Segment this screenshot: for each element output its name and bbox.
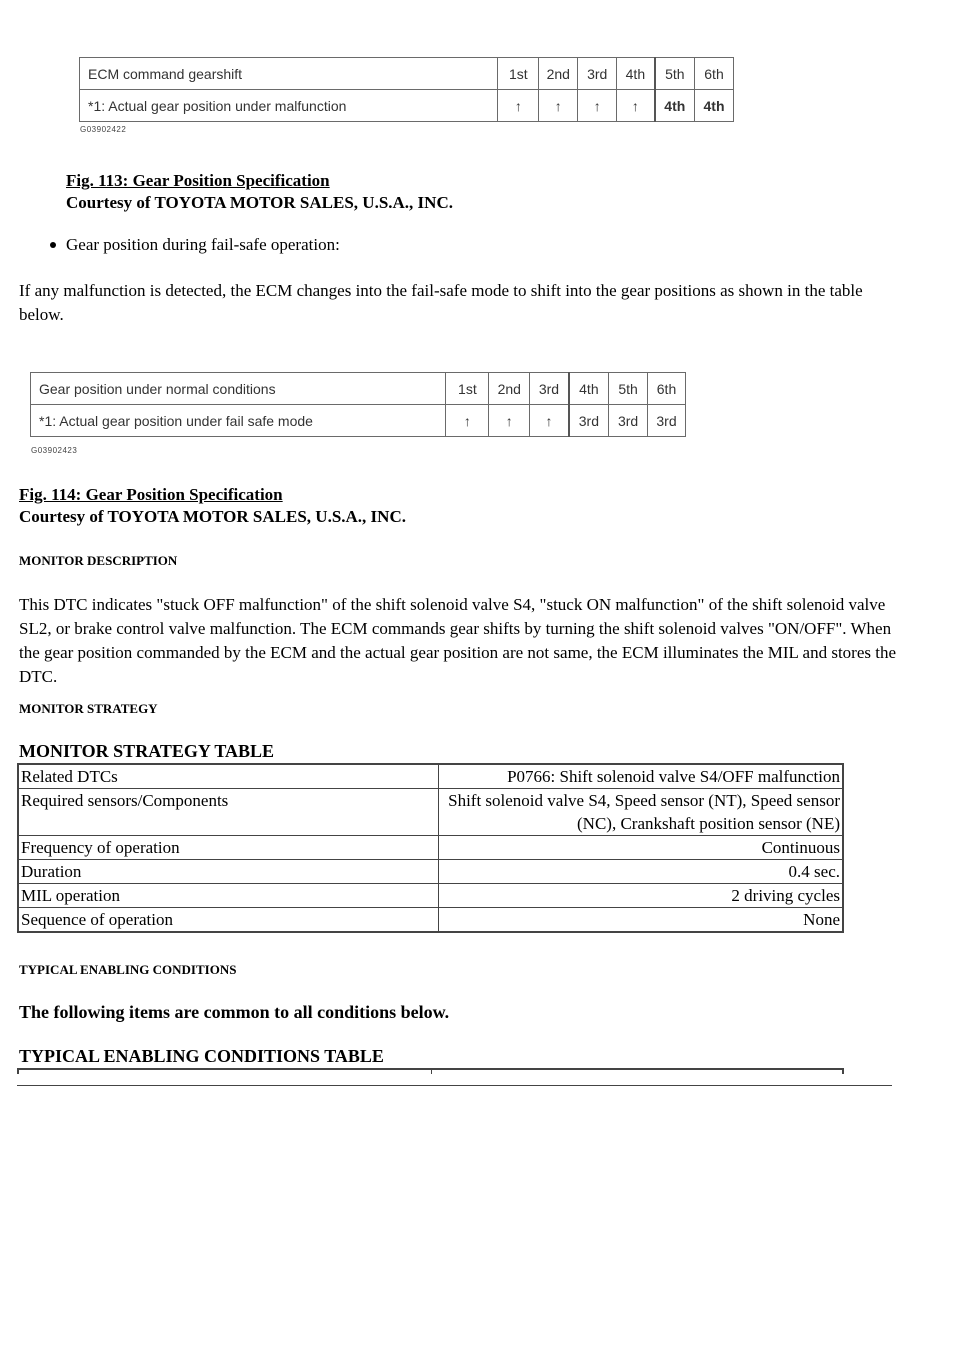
fig113-row1-label: ECM command gearshift — [80, 58, 498, 90]
table-cell-label: Frequency of operation — [18, 836, 438, 860]
fig114-diagram — [30, 372, 686, 437]
enabling-common-text: The following items are common to all conditions below. — [19, 1002, 450, 1022]
fig114-arrow-cell: ↑ — [530, 405, 569, 437]
fig114-row-actual — [31, 405, 686, 437]
table-row — [18, 860, 843, 884]
failsafe-paragraph: If any malfunction is detected, the ECM changes into the fail-safe mode to shift into the gear positions as shown in the table below. — [19, 281, 863, 324]
enabling-heading: TYPICAL ENABLING CONDITIONS — [19, 962, 237, 977]
monitor-strategy-heading: MONITOR STRATEGY — [19, 701, 158, 716]
table-cell-value: Continuous — [438, 836, 843, 860]
monitor-strategy-table-title: MONITOR STRATEGY TABLE — [19, 741, 275, 761]
enabling-table-title: TYPICAL ENABLING CONDITIONS TABLE — [19, 1046, 384, 1066]
enabling-table-right-tick — [842, 1068, 844, 1074]
fig113-gear-cell: 2nd — [539, 58, 578, 90]
table-cell-label: Related DTCs — [18, 764, 438, 789]
table-row — [18, 884, 843, 908]
bullet-dot-icon — [50, 242, 56, 248]
monitor-strategy-table — [17, 763, 844, 933]
fig113-arrow-cell: ↑ — [539, 90, 578, 122]
fig113-code: G03902422 — [80, 125, 127, 134]
table-row — [18, 789, 843, 836]
fig113-caption-title: Fig. 113: Gear Position Specification — [66, 171, 330, 190]
fig113-gear-cell: 4th — [655, 90, 695, 122]
fig113-row-command — [80, 58, 734, 90]
bullet-text: Gear position during fail-safe operation: — [66, 235, 340, 254]
fig114-gear-cell: 3rd — [648, 405, 686, 437]
fig114-arrow-cell: ↑ — [446, 405, 489, 437]
table-cell-label: Required sensors/Components — [18, 789, 438, 836]
fig114-gear-cell: 3rd — [530, 373, 569, 405]
fig114-gear-cell: 2nd — [489, 373, 530, 405]
table-cell-label: MIL operation — [18, 884, 438, 908]
table-row — [18, 764, 843, 789]
fig114-gear-cell: 3rd — [609, 405, 648, 437]
bullet-item — [66, 234, 340, 256]
fig114-code: G03902423 — [31, 446, 78, 455]
table-cell-label: Duration — [18, 860, 438, 884]
fig114-row-normal — [31, 373, 686, 405]
enabling-table-mid-tick — [431, 1068, 432, 1074]
fig113-diagram — [79, 57, 734, 122]
enabling-table-left-tick — [17, 1068, 19, 1074]
fig114-caption-courtesy: Courtesy of TOYOTA MOTOR SALES, U.S.A., INC. — [19, 507, 406, 526]
fig113-gear-cell: 1st — [498, 58, 539, 90]
fig114-caption — [19, 484, 406, 528]
fig113-arrow-cell: ↑ — [498, 90, 539, 122]
fig114-gear-cell: 3rd — [569, 405, 609, 437]
table-cell-value: 0.4 sec. — [438, 860, 843, 884]
fig113-caption-courtesy: Courtesy of TOYOTA MOTOR SALES, U.S.A., INC. — [66, 193, 453, 212]
monitor-description-heading: MONITOR DESCRIPTION — [19, 553, 178, 568]
fig113-gear-cell: 4th — [617, 58, 655, 90]
fig114-row1-label: Gear position under normal conditions — [31, 373, 446, 405]
fig113-gear-cell: 3rd — [578, 58, 617, 90]
fig113-arrow-cell: ↑ — [617, 90, 655, 122]
fig113-gear-cell: 6th — [695, 58, 734, 90]
page-bottom-rule — [17, 1085, 892, 1086]
table-cell-label: Sequence of operation — [18, 908, 438, 933]
fig114-caption-title: Fig. 114: Gear Position Specification — [19, 485, 283, 504]
fig113-gear-cell: 5th — [655, 58, 695, 90]
fig113-gear-cell: 4th — [695, 90, 734, 122]
fig114-gear-cell: 4th — [569, 373, 609, 405]
table-row — [18, 908, 843, 933]
table-cell-value: 2 driving cycles — [438, 884, 843, 908]
fig114-gear-cell: 6th — [648, 373, 686, 405]
fig114-row2-label: *1: Actual gear position under fail safe mode — [31, 405, 446, 437]
fig114-gear-cell: 5th — [609, 373, 648, 405]
fig113-row2-label: *1: Actual gear position under malfunction — [80, 90, 498, 122]
fig114-gear-cell: 1st — [446, 373, 489, 405]
fig113-caption — [66, 170, 453, 214]
fig113-arrow-cell: ↑ — [578, 90, 617, 122]
fig113-row-actual — [80, 90, 734, 122]
monitor-description-text: This DTC indicates "stuck OFF malfunction" of the shift solenoid valve S4, "stuck ON malfunction" of the shift solenoid valve SL2, or brake control valve malfunction. The ECM commands gear shifts by turning the shift solenoid valves "ON/OFF". When the gear position commanded by the ECM and the actual gear position are not same, the ECM illuminates the MIL and stores the DTC. — [19, 595, 897, 686]
table-row — [18, 836, 843, 860]
table-cell-value: Shift solenoid valve S4, Speed sensor (NT), Speed sensor (NC), Crankshaft position sensor (NE) — [438, 789, 843, 836]
table-cell-value: None — [438, 908, 843, 933]
fig114-arrow-cell: ↑ — [489, 405, 530, 437]
table-cell-value: P0766: Shift solenoid valve S4/OFF malfunction — [438, 764, 843, 789]
